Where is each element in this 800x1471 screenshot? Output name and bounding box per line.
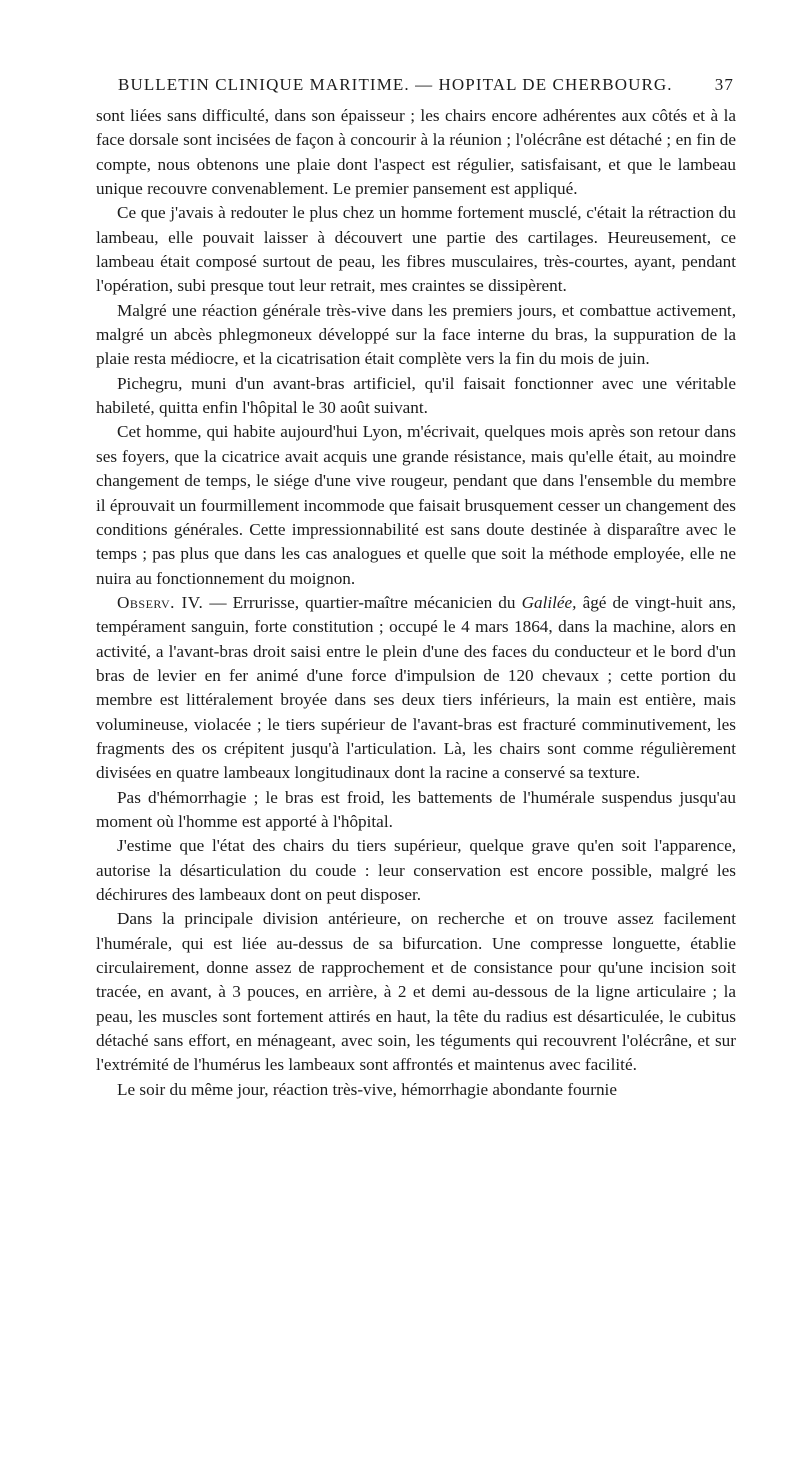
running-title: BULLETIN CLINIQUE MARITIME. — HOPITAL DE CHERBOURG. [118,75,673,94]
paragraph: Malgré une réaction générale très-vive dans les premiers jours, et combattue activement, malgré un abcès phlegmoneux développé sur la face interne du bras, la suppuration de la plaie resta médiocre, et la cicatrisation était complète vers la fin du mois de juin. [96,300,736,369]
paragraph: J'estime que l'état des chairs du tiers supérieur, quelque grave qu'en soit l'apparence, autorise la désarticulation du coude : leur conservation est encore possible, malgré les déchirures des lambeaux dont on peut disposer. [96,836,736,904]
paragraph: Cet homme, qui habite aujourd'hui Lyon, m'écrivait, quelques mois après son retour dans ses foyers, que la cicatrice avait acquis une grande résistance, mais qu'elle était, au moindre changement de temps, le siége d'une vive rougeur, pendant que dans l'ensemble du membre il éprouvait un fourmillement incommode que faisait brusquement cesser un changement des conditions générales. Cette impressionnabilité est sans doute destinée à disparaître avec le temps ; pas plus que dans les cas analogues et quelle que soit la méthode employée, elle ne nuira au fonctionnement du moignon. [96,422,736,588]
observation-paragraph [96,591,736,786]
running-header [118,75,734,99]
paragraph: sont liées sans difficulté, dans son épaisseur ; les chairs encore adhérentes aux côtés et à la face dorsale sont incisées de façon à concourir à la réunion ; l'olécrâne est détaché ; en fin de compte, nous obtenons une plaie dont l'aspect est régulier, satisfaisant, et que le lambeau unique recouvre convenablement. Le premier pansement est appliqué. [96,106,736,199]
ship-name: Galilée, [521,592,577,612]
observation-lead: — Errurisse, quartier-maître mécanicien du [203,592,522,612]
paragraph: Pas d'hémorrhagie ; le bras est froid, les battements de l'humérale suspendus jusqu'au moment où l'homme est apporté à l'hôpital. [96,787,736,831]
observation-text: âgé de vingt-huit ans, tempérament sanguin, forte constitution ; occupé le 4 mars 1864, dans la machine, alors en activité, a l'avant-bras droit saisi entre le plein d'une des faces du conducteur et le bord d'un bras de levier en fer animé d'une force d'impulsion de 120 chevaux ; cette portion du membre est littéralement broyée dans ses deux tiers inférieurs, la main est entière, mais volumineuse, violacée ; le tiers supérieur de l'avant-bras est fracturé comminutivement, les fragments des os crépitent jusqu'à l'articulation. Là, les chairs sont comme régulièrement divisées en quatre lambeaux longitudinaux dont la racine a conservé sa texture. [96,592,736,783]
paragraph: Dans la principale division antérieure, on recherche et on trouve assez facilement l'humérale, qui est liée au-dessus de sa bifurcation. Une compresse longuette, établie circulairement, donne assez de rapprochement et de consistance pour qu'une incision soit tracée, en avant, à 3 pouces, en arrière, à 2 et demi au-dessous de la ligne articulaire ; la peau, les muscles sont fortement attirés en haut, la tête du radius est désarticulée, le cubitus détaché sans effort, en ménageant, avec soin, les téguments qui recouvrent l'olécrâne, et sur l'extrémité de l'humérus les lambeaux sont affrontés et maintenus avec facilité. [96,909,736,1075]
body-text [96,104,736,1102]
paragraph: Pichegru, muni d'un avant-bras artificiel, qu'il faisait fonctionner avec une véritable habileté, quitta enfin l'hôpital le 30 août suivant. [96,373,736,418]
observation-label: Observ. IV. [117,592,204,612]
paragraph: Le soir du même jour, réaction très-vive, hémorrhagie abondante fournie [117,1079,617,1099]
paragraph: Ce que j'avais à redouter le plus chez un homme fortement musclé, c'était la rétraction du lambeau, elle pouvait laisser à découvert une partie des cartilages. Heureusement, ce lambeau était composé surtout de peau, les fibres musculaires, très-courtes, ayant, pendant l'opération, subi presque tout leur retrait, mes craintes se dissipèrent. [96,203,736,296]
page-number: 37 [714,75,734,94]
